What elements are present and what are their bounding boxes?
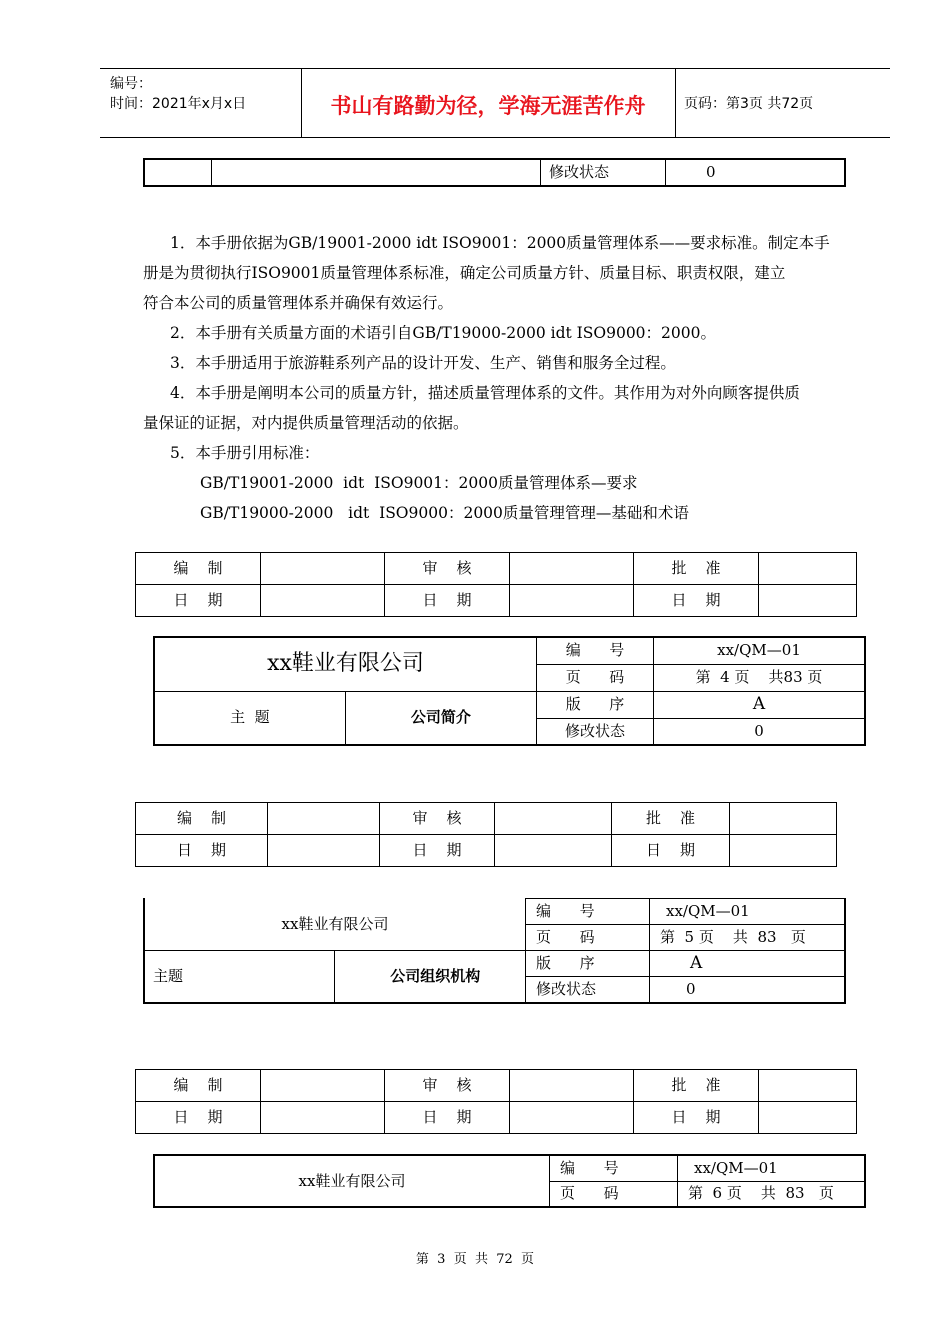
date-label: 日 期 <box>136 1102 261 1134</box>
compile-value <box>261 553 385 585</box>
page-value: 第 5 页 共 83 页 <box>650 925 846 951</box>
status-cell-empty <box>212 159 541 186</box>
status-label: 修改状态 <box>537 718 654 745</box>
version-label: 版 序 <box>537 691 654 718</box>
approve-label: 批 准 <box>634 1070 759 1102</box>
page-value: 第 4 页 共83 页 <box>654 664 866 691</box>
intro-paragraph-3: 3．本手册适用于旅游鞋系列产品的设计开发、生产、销售和服务全过程。 <box>170 354 676 372</box>
review-value <box>510 553 634 585</box>
date-label: 日 期 <box>385 1102 510 1134</box>
date-label: 日 期 <box>385 585 510 617</box>
intro-paragraph-5: 5．本手册引用标准： <box>170 444 320 462</box>
reference-standard-2: GB/T19000-2000 idt ISO9000：2000质量管理管理—基础和术语 <box>200 504 689 522</box>
status-value: 0 <box>654 718 866 745</box>
company-name: xx鞋业有限公司 <box>154 637 537 691</box>
compile-value <box>261 1070 385 1102</box>
approve-label: 批 准 <box>612 803 730 835</box>
header-divider <box>675 69 676 137</box>
status-value: 0 <box>666 159 846 186</box>
company-name: xx鞋业有限公司 <box>154 1155 550 1207</box>
status-value: 0 <box>650 977 846 1003</box>
compile-label: 编 制 <box>136 803 268 835</box>
page-footer: 第 3 页 共 72 页 <box>415 1252 535 1267</box>
version-value: A <box>654 691 866 718</box>
date-value <box>261 585 385 617</box>
date-label: 日 期 <box>136 585 261 617</box>
approve-value <box>759 553 857 585</box>
header-time-label: 时间：2021年x月x日 <box>110 96 247 112</box>
page-label: 页 码 <box>537 664 654 691</box>
header-motto: 书山有路勤为径，学海无涯苦作舟 <box>330 94 646 118</box>
doc-header-table-page-4 <box>153 636 866 746</box>
date-label: 日 期 <box>634 585 759 617</box>
page-value: 第 6 页 共 83 页 <box>678 1181 866 1207</box>
date-label: 日 期 <box>634 1102 759 1134</box>
doc-header-table-page-6 <box>153 1154 866 1208</box>
code-value: xx/QM—01 <box>654 637 866 664</box>
status-label: 修改状态 <box>541 159 666 186</box>
compile-label: 编 制 <box>136 1070 261 1102</box>
header-code-label: 编号： <box>110 76 152 92</box>
doc-header-table-page-5 <box>143 898 846 1004</box>
code-value: xx/QM—01 <box>678 1155 866 1181</box>
date-label: 日 期 <box>380 835 495 867</box>
intro-paragraph-1: 1．本手册依据为GB/19001-2000 idt ISO9001：2000质量管理体系——要求标准。制定本手 <box>170 234 830 252</box>
review-label: 审 核 <box>385 1070 510 1102</box>
page-label: 页 码 <box>526 925 650 951</box>
status-label: 修改状态 <box>526 977 650 1003</box>
code-label: 编 号 <box>550 1155 678 1181</box>
approve-value <box>759 1070 857 1102</box>
approve-label: 批 准 <box>634 553 759 585</box>
code-value: xx/QM—01 <box>650 899 846 925</box>
compile-label: 编 制 <box>136 553 261 585</box>
intro-paragraph-4: 4．本手册是阐明本公司的质量方针，描述质量管理体系的文件。其作用为对外向顾客提供质 <box>170 384 800 402</box>
signoff-table <box>135 1069 857 1134</box>
review-value <box>510 1070 634 1102</box>
compile-value <box>268 803 380 835</box>
signoff-table <box>135 802 837 867</box>
date-value <box>510 585 634 617</box>
version-label: 版 序 <box>526 951 650 977</box>
intro-paragraph-2: 2．本手册有关质量方面的术语引自GB/T19000-2000 idt ISO9000：2000。 <box>170 324 716 342</box>
intro-paragraph-1-end: 符合本公司的质量管理体系并确保有效运行。 <box>143 294 454 312</box>
date-label: 日 期 <box>612 835 730 867</box>
intro-paragraph-1-cont: 册是为贯彻执行ISO9001质量管理体系标准，确定公司质量方针、质量目标、职责权限，建立 <box>143 264 786 282</box>
page-header <box>100 68 890 138</box>
page-label: 页 码 <box>550 1181 678 1207</box>
approve-value <box>730 803 837 835</box>
review-value <box>495 803 612 835</box>
signoff-table <box>135 552 857 617</box>
review-label: 审 核 <box>385 553 510 585</box>
status-cell-empty <box>144 159 212 186</box>
topic-value: 公司组织机构 <box>335 951 526 1003</box>
date-label: 日 期 <box>136 835 268 867</box>
topic-value: 公司简介 <box>345 691 536 745</box>
reference-standard-1: GB/T19001-2000 idt ISO9001：2000质量管理体系—要求 <box>200 474 638 492</box>
date-value <box>261 1102 385 1134</box>
code-label: 编 号 <box>537 637 654 664</box>
topic-label: 主题 <box>144 951 335 1003</box>
date-value <box>268 835 380 867</box>
date-value <box>759 1102 857 1134</box>
code-label: 编 号 <box>526 899 650 925</box>
date-value <box>510 1102 634 1134</box>
topic-label: 主 题 <box>154 691 345 745</box>
date-value <box>495 835 612 867</box>
version-value: A <box>650 951 846 977</box>
review-label: 审 核 <box>380 803 495 835</box>
header-page-label: 页码：第3页 共72页 <box>684 96 814 112</box>
company-name: xx鞋业有限公司 <box>144 899 526 951</box>
intro-paragraph-4-cont: 量保证的证据，对内提供质量管理活动的依据。 <box>143 414 469 432</box>
status-table <box>143 158 846 187</box>
date-value <box>759 585 857 617</box>
date-value <box>730 835 837 867</box>
